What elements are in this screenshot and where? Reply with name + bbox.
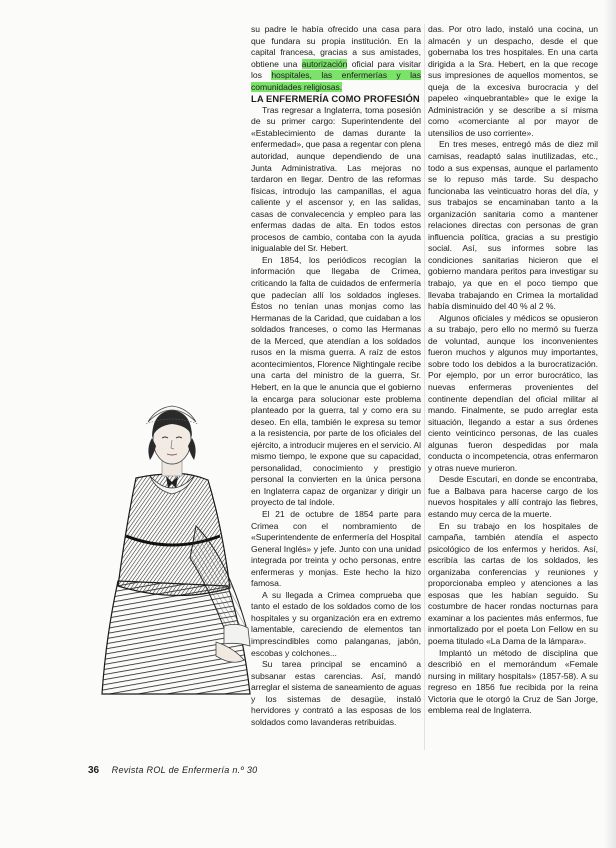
paragraph: A su llegada a Crimea comprueba que tanto el estado de los soldados como de los hospitales y su organización era en extremo lamentable, careciendo de elementos tan imprescindibles como palanganas, jabón, escobas y colchones... [251, 589, 421, 658]
intro-text: su padre le había ofrecido una casa para que fundara su propia institución. En la capital francesa, gracias a sus amistades, obtiene una [251, 24, 421, 69]
paragraph: Algunos oficiales y médicos se opusieron a su trabajo, pero ello no mermó su fuerza de voluntad, aunque los inconvenientes fueron muchos y algunos muy importantes, sobre todo los debidos a la burocratización. Por ejemplo, por un error burocrático, las nuevas enfermeras provenientes del continente dependían del oficial militar al mando. Finalmente, se pudo arreglar esta situación, llegando a estar a sus órdenes ciento veinticinco personas, de las cuales algunas fueron despedidas por mala conducta o incompetencia, otras enfermaron y otras nueve murieron. [428, 312, 598, 473]
highlighted-authorization: autorización [301, 58, 348, 69]
paragraph-intro [251, 24, 421, 93]
paragraph: Su tarea principal se encaminó a subsanar estas carencias. Así, mandó arreglar el sistema de saneamiento de aguas y los sistemas de desagüe, instaló hervidores y contrató a las esposas de los soldados como lavanderas retribuidas. [251, 659, 421, 727]
left-text-column [251, 24, 421, 728]
section-heading: LA ENFERMERÍA COMO PROFESIÓN [251, 93, 420, 105]
paragraph: En su trabajo en los hospitales de campaña, también atendía el aspecto psicológico de los enfermos y heridos. Así, escribía las cartas de los soldados, les organizaba conferencias y reuniones y proporcionaba empleo y atenciones a las esposas que les habían seguido. Su costumbre de hacer rondas nocturnas para examinar a los pacientes más enfermos, fue inmortalizado por el poeta Lon Fellow en su poema titulado «La Dama de la lámpara». [428, 520, 598, 646]
paragraph: Desde Escutari, en donde se encontraba, fue a Balbava para hacerse cargo de los nuevos hospitales y allí contrajo las fiebres, estando muy cerca de la muerte. [428, 474, 598, 519]
paragraph: En 1854, los periódicos recogían la información que llegaba de Crimea, criticando la falta de cuidados de enfermería que padecían allí los soldados ingleses. Éstos no tenían unas monjas como las Hermanas de la Caridad, que cuidaban a los soldados franceses, o como las Hermanas de la Merced, que atendían a los soldados rusos en la misma guerra. A raíz de estos acontecimientos, Florence Nightingale recibe una carta del ministro de la guerra, Sr. Hebert, en la que le anuncia que el gobierno la encarga para solucionar este problema planteado por la guerra, tal y como era su deseo. En ella, también le expresa su temor a la resistencia, por parte de los oficiales del ejército, a introducir mujeres en el servicio. Al mismo tiempo, le expone que su capacidad, personalidad, conocimiento y prestigio personal la convierten en la única persona en Inglaterra capaz de organizar y dirigir un proyecto de tal índole. [251, 254, 421, 508]
paragraph: das. Por otro lado, instaló una cocina, un almacén y un despacho, desde el que gobernaba los tres hospitales. En una carta dirigida a la Sra. Hebert, en la que recoge sus impresiones de aquellos momentos, se queja de la excesiva burocracia y del papeleo «inquebrantable» que le exige la Administración y se describe a sí misma como «comerciante al por mayor de utensilios de uso corriente». [428, 24, 598, 138]
paragraph: El 21 de octubre de 1854 parte para Crimea con el nombramiento de «Superintendente de enfermería del Hospital General Inglés» y jefe. Junto con una unidad integrada por treinta y ocho personas, entre enfermeras y monjas. Este hecho la hizo famosa. [251, 508, 421, 589]
page-footer [88, 765, 257, 776]
column-gutter [424, 24, 425, 750]
highlighted-hospitals: hospitales, las enfermerías y las comunidades religiosas. [251, 70, 421, 92]
intro-text-mid: oficial para visitar los [251, 58, 421, 81]
portrait-illustration [96, 376, 256, 696]
right-text-column [428, 24, 598, 717]
paragraph: En tres meses, entregó más de diez mil camisas, readaptó salas inutilizadas, etc., todo a sus expensas, aunque el parlamento se lo repuso más tarde. Su despacho funcionaba las veinticuatro horas del día, y sus trabajos se encaminaban tanto a la organización sanitaria como a mantener relaciones directas con personas de gran influencia política, gracias a su prestigio social. Así, sus informes sobre las condiciones sanitarias hicieron que el gobierno mandara peritos para investigar su trabajo, ya que en el poco tiempo que llevaba trabajando en Crimea la mortalidad había disminuido del 40 % al 2 %. [428, 139, 598, 312]
portrait-engraving [96, 376, 256, 696]
page-edge-shadow [604, 0, 616, 848]
publication-title: Revista ROL de Enfermería n.º 30 [111, 765, 258, 775]
paragraph: Implantó un método de disciplina que describió en el memorándum «Female nursing in military hospitals» (1857-58). A su regreso en 1856 fue recibida por la reina Victoria que le otorgó la Cruz de San Jorge, emblema real de Inglaterra. [428, 647, 598, 716]
page-number: 36 [88, 765, 100, 776]
paragraph: Tras regresar a Inglaterra, toma posesión de su primer cargo: Superintendente del «Establecimiento de damas durante la enfermedad», que pasa a regentar con plena autoridad, aunque dependiendo de una Junta Administrativa. Las mejoras no tardaron en llegar. Dentro de las reformas físicas, introdujo las campanillas, el agua caliente y el ascensor y, en las salidas, casas de convalecencia y empleo para las enfermas dadas de alta. En todos estos procesos de cambio, contaba con la ayuda inigualable del Sr. Hebert. [251, 104, 421, 254]
